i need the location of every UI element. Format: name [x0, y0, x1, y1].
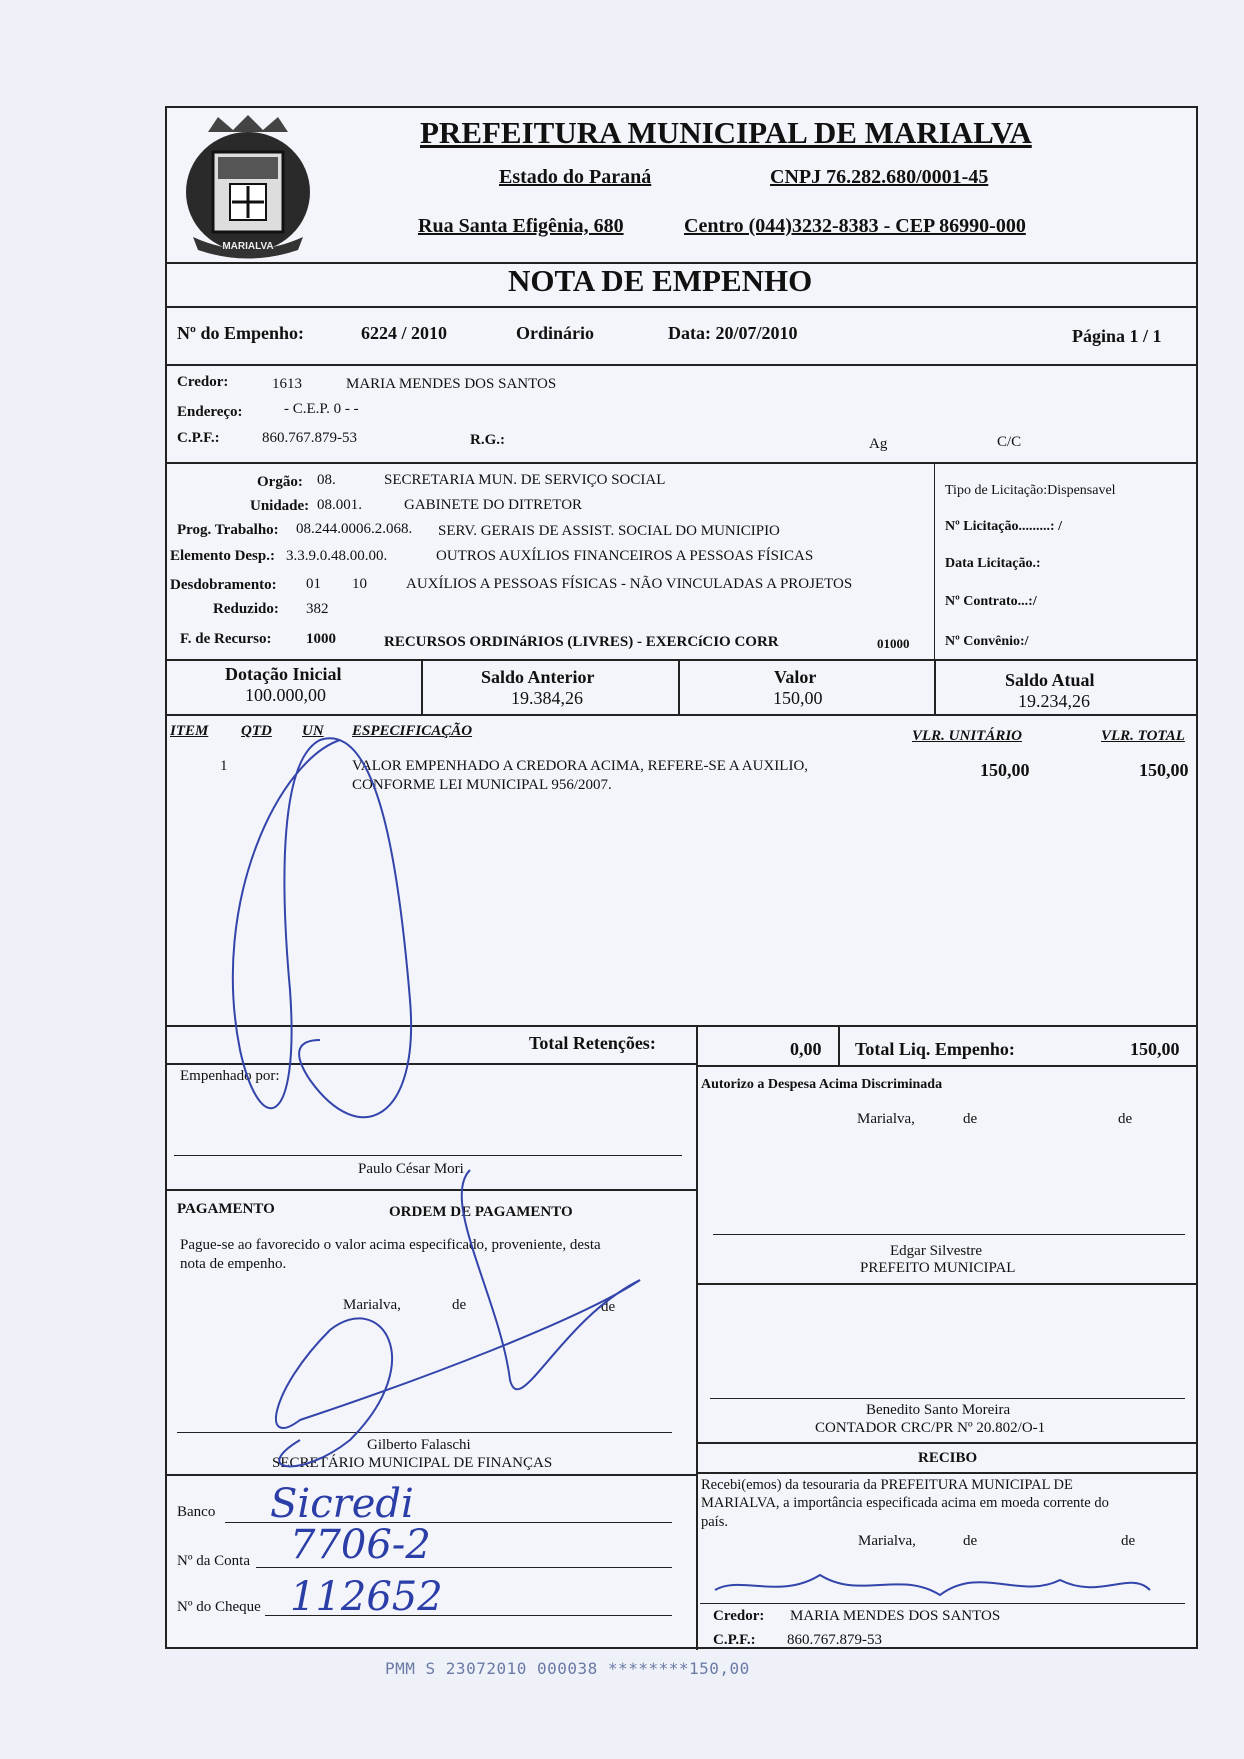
col-item: ITEM	[170, 723, 209, 739]
recibo-text-line1: Recebi(emos) da tesouraria da PREFEITURA MUNICIPAL DE	[701, 1477, 1073, 1493]
unidade-label: Unidade:	[250, 498, 310, 514]
endereco-value: - C.E.P. 0 - -	[284, 401, 359, 417]
desdobramento-label: Desdobramento:	[170, 577, 277, 593]
contador-role: CONTADOR CRC/PR Nº 20.802/O-1	[815, 1420, 1046, 1436]
document-title: NOTA DE EMPENHO	[508, 263, 813, 298]
dotacao-inicial-value: 100.000,00	[245, 685, 326, 705]
empenhado-signer: Paulo César Mori	[358, 1161, 464, 1177]
reduzido-label: Reduzido:	[213, 601, 279, 617]
secretario-role: SECRETÁRIO MUNICIPAL DE FINANÇAS	[272, 1455, 553, 1471]
coat-of-arms-icon	[178, 112, 318, 262]
valor-value: 150,00	[773, 688, 823, 708]
licitacao-contrato: Nº Contrato...:/	[945, 594, 1037, 609]
street-address: Rua Santa Efigênia, 680	[418, 215, 624, 237]
dotacao-inicial-label: Dotação Inicial	[225, 664, 342, 684]
footer-stamp: PMM S 23072010 000038 ********150,00	[385, 1659, 750, 1678]
banco-label: Banco	[177, 1504, 216, 1520]
licitacao-tipo: Tipo de Licitação:Dispensavel	[945, 483, 1116, 498]
prog-name: SERV. GERAIS DE ASSIST. SOCIAL DO MUNICIPIO	[438, 523, 780, 539]
valor-label: Valor	[774, 667, 817, 687]
pagamento-de2: de	[601, 1299, 616, 1315]
recibo-de2: de	[1121, 1533, 1136, 1549]
prefeito-role: PREFEITO MUNICIPAL	[860, 1260, 1016, 1276]
recibo-cpf-value: 860.767.879-53	[787, 1632, 882, 1648]
licitacao-numero: Nº Licitação.........: /	[945, 519, 1062, 534]
credor-name: MARIA MENDES DOS SANTOS	[346, 376, 557, 392]
contador-name: Benedito Santo Moreira	[866, 1402, 1011, 1418]
coat-of-arms-text: MARIALVA	[222, 241, 274, 252]
banco-value: Sicredi	[270, 1481, 414, 1527]
elemento-name: OUTROS AUXÍLIOS FINANCEIROS A PESSOAS FÍSICAS	[436, 548, 814, 564]
recurso-label: F. de Recurso:	[180, 631, 272, 647]
state-name: Estado do Paraná	[499, 166, 652, 188]
col-qtd: QTD	[241, 723, 272, 739]
col-vlr-total: VLR. TOTAL	[1101, 728, 1185, 744]
pagamento-text-line1: Pague-se ao favorecido o valor acima especificado, proveniente, desta	[180, 1237, 601, 1253]
autorizo-place: Marialva,	[857, 1111, 915, 1127]
district-phone-cep: Centro (044)3232-8383 - CEP 86990-000	[684, 215, 1026, 237]
pagamento-text-line2: nota de empenho.	[180, 1256, 287, 1272]
prog-label: Prog. Trabalho:	[177, 522, 279, 538]
rg-label: R.G.:	[470, 432, 505, 448]
cpf-value: 860.767.879-53	[262, 430, 357, 446]
pagamento-label: PAGAMENTO	[177, 1201, 275, 1217]
recibo-credor-value: MARIA MENDES DOS SANTOS	[790, 1608, 1001, 1624]
desdobramento-a: 01	[306, 576, 321, 592]
recurso-value: 1000	[306, 631, 336, 647]
orgao-label: Orgão:	[257, 474, 303, 490]
autorizo-de1: de	[963, 1111, 978, 1127]
total-liquido-value: 150,00	[1130, 1039, 1180, 1059]
orgao-code: 08.	[317, 472, 336, 488]
item-number: 1	[220, 758, 228, 774]
item-unit-value: 150,00	[980, 760, 1030, 780]
desdobramento-name: AUXÍLIOS A PESSOAS FÍSICAS - NÃO VINCULADAS A PROJETOS	[406, 576, 853, 592]
municipality-title: PREFEITURA MUNICIPAL DE MARIALVA	[420, 115, 1032, 150]
elemento-value: 3.3.9.0.48.00.00.	[286, 548, 388, 564]
col-especificacao: ESPECIFICAÇÃO	[352, 723, 473, 739]
cpf-label: C.P.F.:	[177, 430, 220, 446]
col-vlr-unitario: VLR. UNITÁRIO	[912, 728, 1023, 744]
licitacao-convenio: Nº Convênio:/	[945, 634, 1029, 649]
endereco-label: Endereço:	[177, 404, 243, 420]
credor-code: 1613	[272, 376, 302, 392]
cheque-value: 112652	[290, 1574, 443, 1620]
reduzido-value: 382	[306, 601, 329, 617]
total-liquido-label: Total Liq. Empenho:	[855, 1039, 1015, 1059]
conta-label: Nº da Conta	[177, 1553, 250, 1569]
ag-label: Ag	[869, 436, 888, 452]
saldo-anterior-value: 19.384,26	[511, 688, 583, 708]
recibo-place: Marialva,	[858, 1533, 916, 1549]
credor-label: Credor:	[177, 374, 229, 390]
conta-value: 7706-2	[290, 1522, 431, 1568]
recurso-code: 01000	[877, 636, 910, 651]
recurso-name: RECURSOS ORDINáRIOS (LIVRES) - EXERCíCIO CORR	[384, 634, 779, 650]
autorizo-de2: de	[1118, 1111, 1133, 1127]
desdobramento-b: 10	[352, 576, 367, 592]
cnpj: CNPJ 76.282.680/0001-45	[770, 166, 989, 188]
saldo-atual-value: 19.234,26	[1018, 691, 1090, 711]
saldo-anterior-label: Saldo Anterior	[481, 667, 595, 687]
prog-value: 08.244.0006.2.068.	[296, 521, 413, 537]
recibo-title: RECIBO	[918, 1450, 978, 1466]
total-retencoes-value: 0,00	[790, 1039, 822, 1059]
ordem-pagamento-title: ORDEM DE PAGAMENTO	[389, 1204, 573, 1220]
elemento-label: Elemento Desp.:	[170, 548, 275, 564]
empenho-type: Ordinário	[516, 323, 595, 343]
empenho-number: 6224 / 2010	[361, 323, 448, 343]
recibo-de1: de	[963, 1533, 978, 1549]
unidade-code: 08.001.	[317, 497, 362, 513]
empenho-date: Data: 20/07/2010	[668, 323, 798, 343]
prefeito-name: Edgar Silvestre	[890, 1243, 983, 1259]
item-total-value: 150,00	[1139, 760, 1189, 780]
pagamento-de1: de	[452, 1297, 467, 1313]
recibo-cpf-label: C.P.F.:	[713, 1632, 756, 1648]
item-spec-line1: VALOR EMPENHADO A CREDORA ACIMA, REFERE-SE A AUXILIO,	[352, 758, 809, 774]
total-retencoes-label: Total Retenções:	[529, 1033, 656, 1053]
orgao-name: SECRETARIA MUN. DE SERVIÇO SOCIAL	[384, 472, 666, 488]
recibo-text-line2: MARIALVA, a importância especificada acima em moeda corrente do	[701, 1495, 1109, 1511]
empenho-number-label: Nº do Empenho:	[177, 323, 304, 343]
empenhado-por-label: Empenhado por:	[180, 1068, 280, 1084]
recibo-text-line3: país.	[701, 1514, 728, 1530]
cc-label: C/C	[997, 434, 1022, 450]
item-spec-line2: CONFORME LEI MUNICIPAL 956/2007.	[352, 777, 612, 793]
cheque-label: Nº do Cheque	[177, 1599, 261, 1615]
saldo-atual-label: Saldo Atual	[1005, 670, 1095, 690]
unidade-name: GABINETE DO DITRETOR	[404, 497, 583, 513]
col-un: UN	[302, 723, 324, 739]
secretario-name: Gilberto Falaschi	[367, 1437, 471, 1453]
licitacao-data: Data Licitação.:	[945, 556, 1041, 571]
page-number: Página 1 / 1	[1072, 326, 1162, 346]
recibo-credor-label: Credor:	[713, 1608, 765, 1624]
pagamento-place: Marialva,	[343, 1297, 401, 1313]
autorizo-label: Autorizo a Despesa Acima Discriminada	[701, 1077, 943, 1092]
